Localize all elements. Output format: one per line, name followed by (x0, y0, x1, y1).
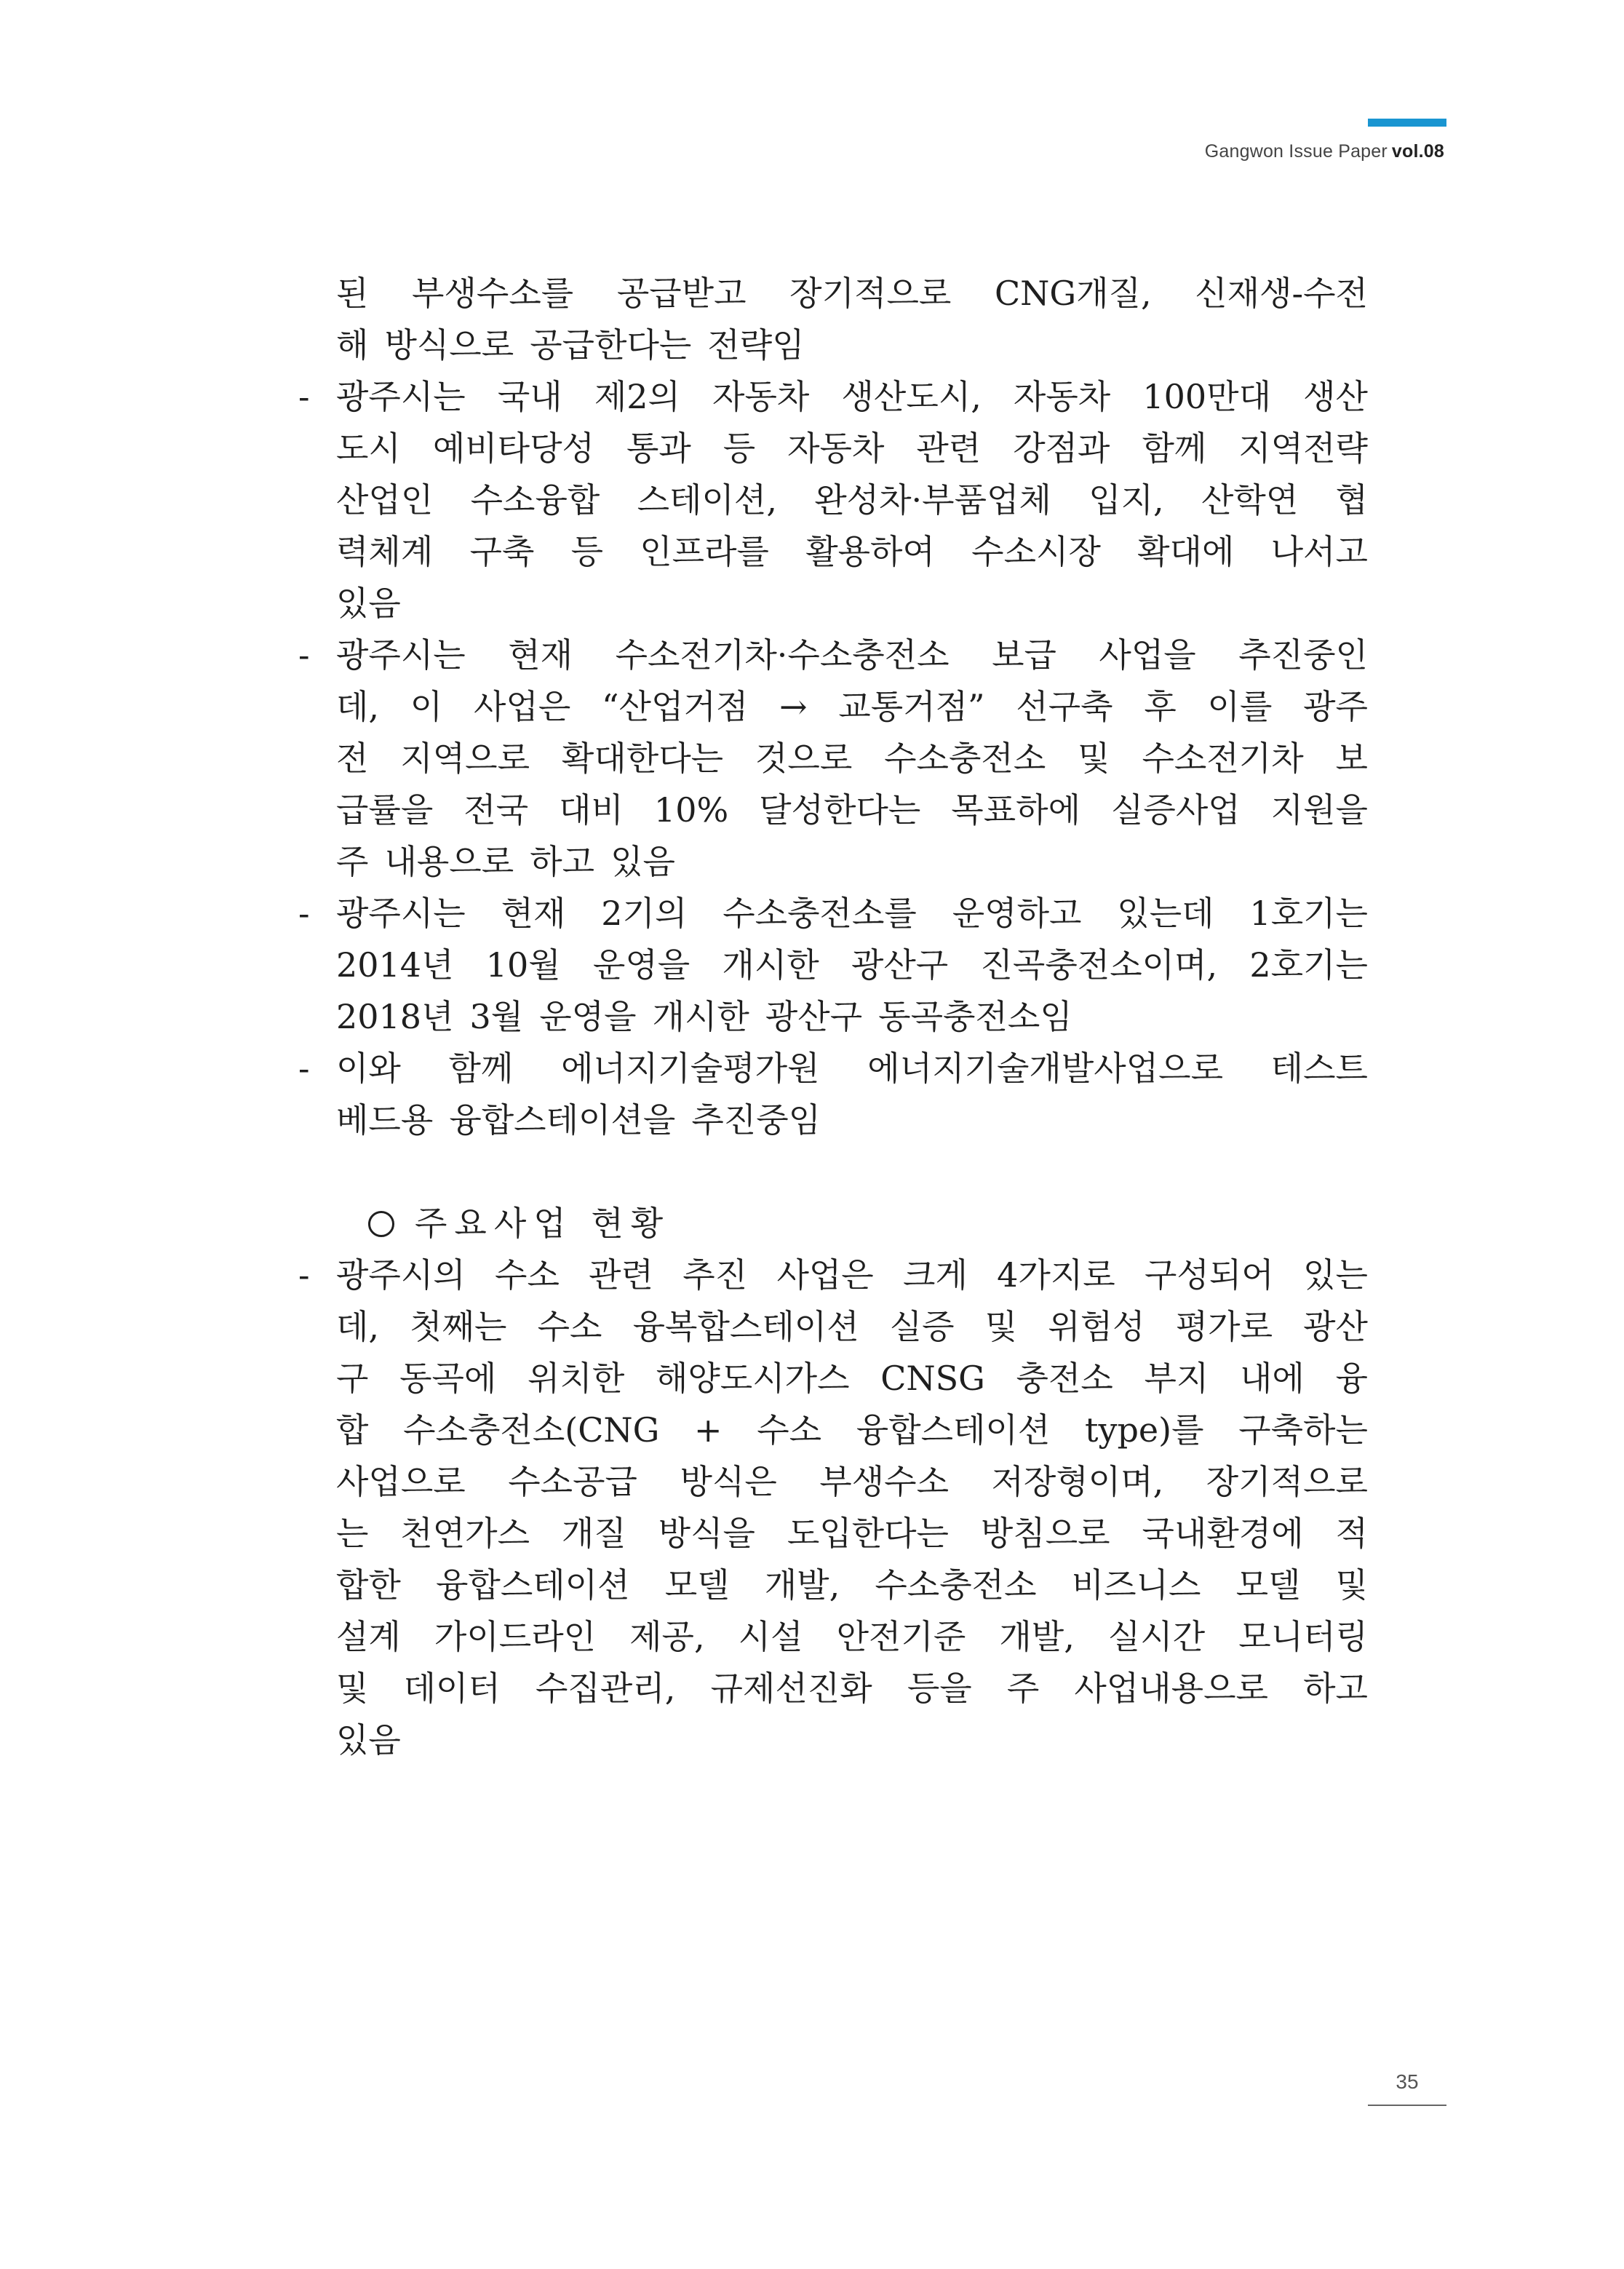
volume-label: vol.08 (1391, 141, 1444, 162)
circle-bullet-icon (368, 1211, 394, 1237)
text-line: - 광주시의 수소 관련 추진 사업은 크게 4가지로 구성되어 있는 (298, 1249, 1368, 1301)
section-paragraphs (298, 1249, 1368, 1766)
text-line: 있음 (336, 1720, 401, 1760)
text-line: 설계 가이드라인 제공, 시설 안전기준 개발, 실시간 모니터링 (336, 1617, 1368, 1656)
text-line: 베드용 융합스테이션을 추진중임 (336, 1100, 821, 1140)
page-number-rule (1368, 2105, 1446, 2106)
intro-paragraphs (298, 268, 1368, 1146)
text-line: 는 천연가스 개질 방식을 도입한다는 방침으로 국내환경에 적 (336, 1514, 1368, 1553)
page-number: 35 (1396, 2070, 1419, 2093)
text-line: 합한 융합스테이션 모델 개발, 수소충전소 비즈니스 모델 및 (336, 1565, 1368, 1605)
text-line: 데, 첫째는 수소 융복합스테이션 실증 및 위험성 평가로 광산 (336, 1307, 1368, 1346)
running-header (1205, 141, 1444, 162)
text-line: 2018년 3월 운영을 개시한 광산구 동곡충전소임 (336, 997, 1072, 1036)
text-line: 력체계 구축 등 인프라를 활용하여 수소시장 확대에 나서고 (336, 532, 1368, 571)
text-line: - 광주시는 현재 수소전기차·수소충전소 보급 사업을 추진중인 (298, 629, 1368, 681)
text-line: 도시 예비타당성 통과 등 자동차 관련 강점과 함께 지역전략 (336, 429, 1368, 468)
text-line: 및 데이터 수집관리, 규제선진화 등을 주 사업내용으로 하고 (336, 1669, 1368, 1708)
text-line: 데, 이 사업은 “산업거점 → 교통거점” 선구축 후 이를 광주 (336, 687, 1368, 726)
section-title: 주요사업 현황 (415, 1204, 671, 1243)
text-line: 해 방식으로 공급한다는 전략임 (336, 325, 805, 365)
text-line: 있음 (336, 584, 401, 623)
text-line: 2014년 10월 운영을 개시한 광산구 진곡충전소이며, 2호기는 (336, 945, 1368, 985)
text-line: 된 부생수소를 공급받고 장기적으로 CNG개질, 신재생-수전 (336, 274, 1368, 313)
text-line: - 이와 함께 에너지기술평가원 에너지기술개발사업으로 테스트 (298, 1043, 1368, 1094)
text-line: - 광주시는 현재 2기의 수소충전소를 운영하고 있는데 1호기는 (298, 888, 1368, 939)
text-line: 주 내용으로 하고 있음 (336, 842, 675, 881)
text-line: 합 수소충전소(CNG + 수소 융합스테이션 type)를 구축하는 (336, 1410, 1368, 1450)
text-line: 급률을 전국 대비 10% 달성한다는 목표하에 실증사업 지원을 (336, 790, 1368, 830)
section-heading (298, 1198, 1368, 1249)
text-line: 사업으로 수소공급 방식은 부생수소 저장형이며, 장기적으로 (336, 1462, 1368, 1501)
body-text (298, 268, 1368, 1766)
text-line: 전 지역으로 확대한다는 것으로 수소충전소 및 수소전기차 보 (336, 739, 1368, 778)
text-line: - 광주시는 국내 제2의 자동차 생산도시, 자동차 100만대 생산 (298, 371, 1368, 423)
series-title: Gangwon Issue Paper (1204, 141, 1388, 162)
text-line: 산업인 수소융합 스테이션, 완성차·부품업체 입지, 산학연 협 (336, 480, 1368, 520)
header-accent-bar (1368, 119, 1446, 127)
text-line: 구 동곡에 위치한 해양도시가스 CNSG 충전소 부지 내에 융 (336, 1359, 1368, 1398)
section-spacer (298, 1146, 1368, 1198)
